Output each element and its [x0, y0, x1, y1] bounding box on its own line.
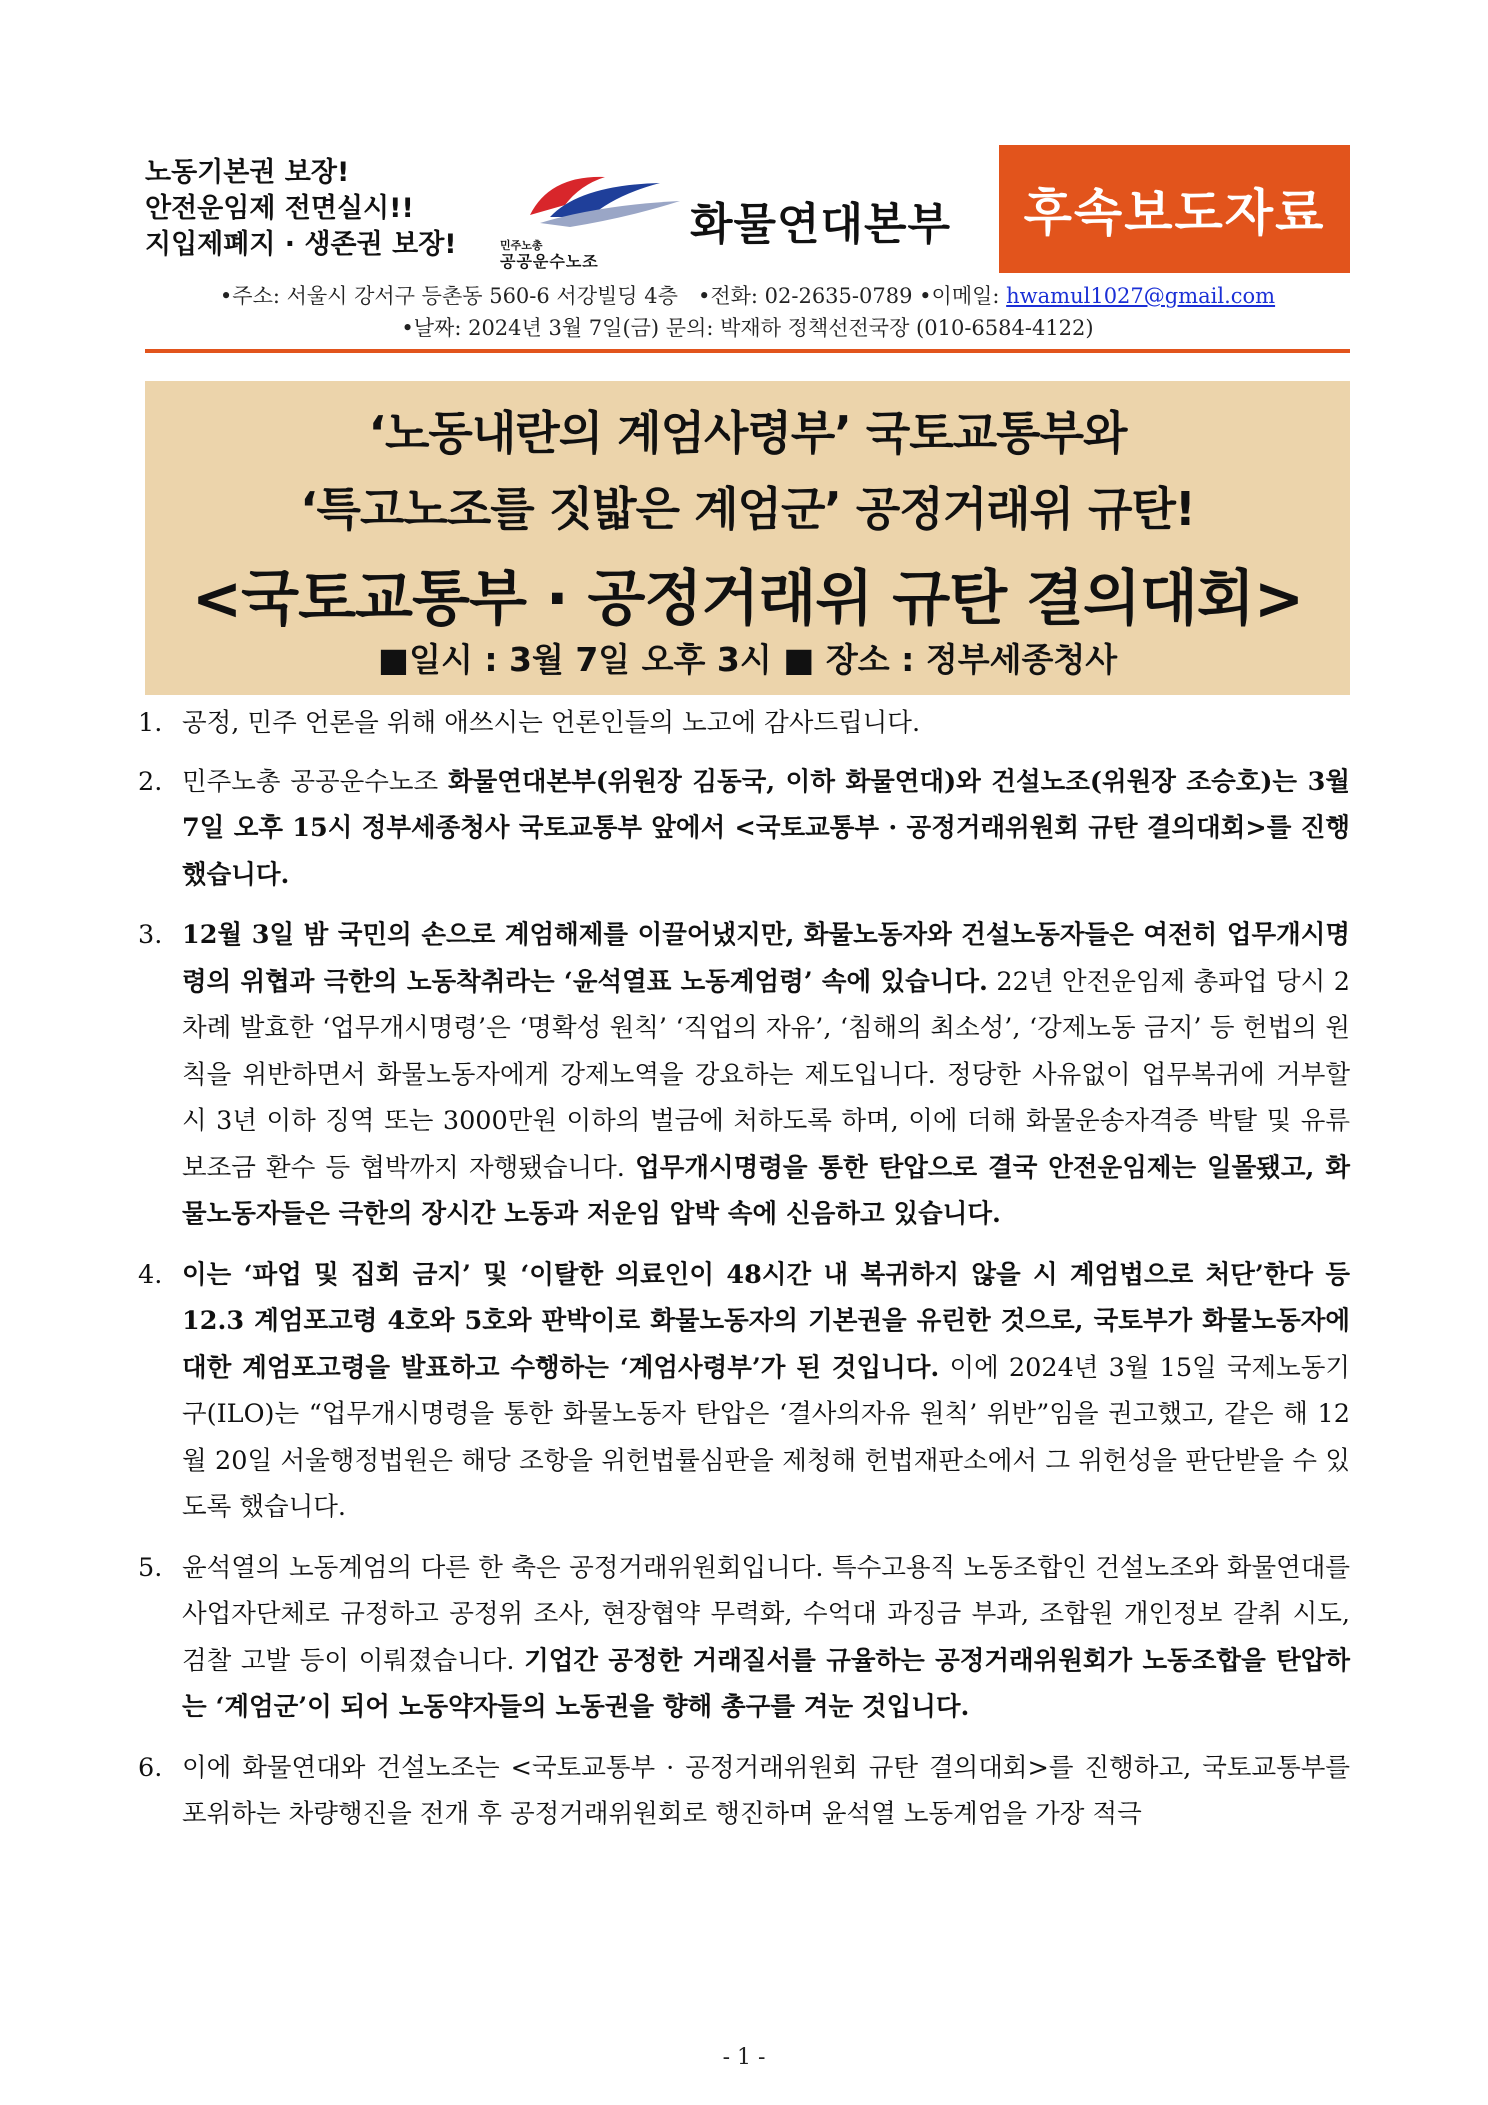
- item-segment: 공정, 민주 언론을 위해 애쓰시는 언론인들의 노고에 감사드립니다.: [182, 708, 921, 738]
- item-segment-bold: 이는 ‘파업 및 집회 금지’ 및 ‘이탈한 의료인이 48시간 내 복귀하지 않을 시 계엄법으로 처단’한다 등 12.3 계엄포고령 4호와 5호와 판박이로 화물노동자의 기본권을 유린한 것으로, 국토부가 화물노동자에 대한 계엄포고령을 발표하고 수행하는 ‘계엄사령부’가 된 것입니다.: [182, 1259, 1350, 1383]
- item-number: 1.: [138, 708, 163, 738]
- item-number: 2.: [138, 766, 163, 797]
- page-number: - 1 -: [722, 2045, 766, 2070]
- header: [145, 143, 1350, 277]
- item-number: 4.: [138, 1259, 163, 1290]
- org-union-label: 공공운수노조: [500, 252, 599, 271]
- headline-line-1: ‘노동내란의 계엄사령부’ 국토교통부와: [368, 406, 1127, 460]
- item-number: 5.: [138, 1552, 163, 1583]
- item-text: [182, 1252, 1350, 1531]
- list-item: [138, 1545, 1350, 1731]
- item-number: 6.: [138, 1752, 163, 1783]
- item-text: [182, 700, 1350, 747]
- org-small-label: 민주노총: [500, 239, 543, 252]
- item-text: [182, 1745, 1350, 1838]
- slogan-line: 지입제폐지 · 생존권 보장!: [145, 229, 457, 260]
- item-text: [182, 1545, 1350, 1731]
- address: •주소: 서울시 강서구 등촌동 560-6 서강빌딩 4층: [219, 284, 678, 308]
- item-text: [182, 759, 1350, 899]
- press-release-badge: 후속보도자료: [999, 145, 1350, 273]
- list-item: [138, 1252, 1350, 1531]
- slogan-line: 안전운임제 전면실시!!: [145, 193, 414, 224]
- event-schedule: ■일시 : 3월 7일 오후 3시 ■ 장소 : 정부세종청사: [377, 640, 1118, 679]
- slogans: [145, 155, 457, 263]
- title-box: [145, 381, 1350, 695]
- event-title: <국토교통부 · 공정거래위 규탄 결의대회>: [191, 564, 1304, 634]
- item-segment: 민주노총 공공운수노조: [182, 766, 448, 797]
- item-segment-bold: 12월 3일 밤 국민의 손으로 계엄해제를 이끌어냈지만, 화물노동자와 건설노동자들은 여전히 업무개시명령의 위협과 극한의 노동착취라는 ‘윤석열표 노동계엄령’ 속에 있습니다.: [182, 920, 1350, 997]
- headline-line-2: ‘특고노조를 짓밟은 계엄군’ 공정거래위 규탄!: [300, 482, 1195, 536]
- list-item: [138, 1745, 1350, 1838]
- phone: •전화: 02-2635-0789: [697, 284, 913, 308]
- date-inquiry: •날짜: 2024년 3월 7일(금) 문의: 박재하 정책선전국장 (010-6584-4122): [401, 316, 1094, 340]
- email-link[interactable]: hwamul1027@gmail.com: [1006, 284, 1276, 308]
- item-number: 3.: [138, 920, 163, 950]
- item-segment: 22년 안전운임제 총파업 당시 2차례 발효한 ‘업무개시명령’은 ‘명확성 원칙’ ‘직업의 자유’, ‘침해의 최소성’, ‘강제노동 금지’ 등 헌법의 원칙을 위반하면서 화물노동자에게 강제노역을 강요하는 제도입니다. 정당한 사유없이 업무복귀에 거부할 시 3년 이하 징역 또는 3000만원 이하의 벌금에 처하도록 하며, 이에 더해 화물운송자격증 박탈 및 유류보조금 환수 등 협박까지 자행됐습니다.: [182, 966, 1350, 1183]
- header-divider: [145, 349, 1350, 353]
- item-segment-bold: 화물연대본부(위원장 김동국, 이하 화물연대)와 건설노조(위원장 조승호)는 3월 7일 오후 15시 정부세종청사 국토교통부 앞에서 <국토교통부 · 공정거래위원회 규탄 결의대회>를 진행했습니다.: [182, 766, 1350, 890]
- list-item: [138, 700, 1350, 747]
- item-segment-bold: 기업간 공정한 거래질서를 규율하는 공정거래위원회가 노동조합을 탄압하는 ‘계엄군’이 되어 노동약자들의 노동권을 향해 총구를 겨눈 것입니다.: [182, 1645, 1350, 1722]
- body-items: [138, 700, 1350, 1838]
- item-segment: 이에 화물연대와 건설노조는 <국토교통부 · 공정거래위원회 규탄 결의대회>를 진행하고, 국토교통부를 포위하는 차량행진을 전개 후 공정거래위원회로 행진하며 윤석열 노동계엄을 가장 적극: [182, 1752, 1350, 1829]
- list-item: [138, 912, 1350, 1238]
- slogan-line: 노동기본권 보장!: [145, 157, 350, 188]
- item-segment: 이에 2024년 3월 15일 국제노동기구(ILO)는 “업무개시명령을 통한 화물노동자 탄압은 ‘결사의자유 원칙’ 위반”임을 권고했고, 같은 해 12월 20일 서울행정법원은 해당 조항을 위헌법률심판을 제청해 헌법재판소에서 그 위헌성을 판단받을 수 있도록 했습니다.: [182, 1352, 1350, 1522]
- email-label: •이메일:: [919, 284, 1000, 308]
- item-text: [182, 912, 1350, 1238]
- union-logo-icon: [510, 165, 690, 235]
- contact-info: [145, 280, 1350, 344]
- contact-line-1: [145, 280, 1350, 312]
- hq-name: 화물연대본부: [690, 199, 952, 250]
- list-item: [138, 759, 1350, 899]
- item-segment: 윤석열의 노동계엄의 다른 한 축은 공정거래위원회입니다. 특수고용직 노동조합인 건설노조와 화물연대를 사업자단체로 규정하고 공정위 조사, 현장협약 무력화, 수억대 과징금 부과, 조합원 개인정보 갈취 시도, 검찰 고발 등이 이뤄졌습니다.: [182, 1552, 1350, 1676]
- item-segment-bold: 업무개시명령을 통한 탄압으로 결국 안전운임제는 일몰됐고, 화물노동자들은 극한의 장시간 노동과 저운임 압박 속에 신음하고 있습니다.: [182, 1152, 1351, 1229]
